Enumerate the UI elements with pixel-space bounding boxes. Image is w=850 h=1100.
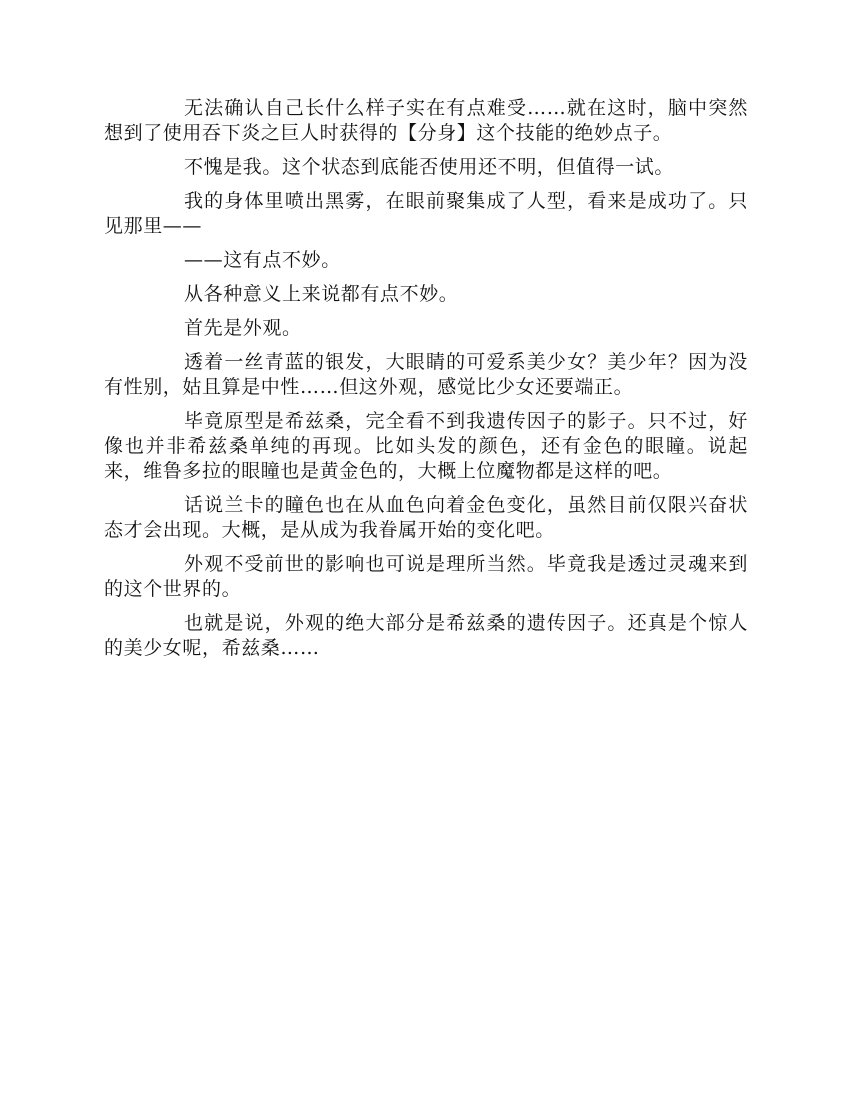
paragraph: 不愧是我。这个状态到底能否使用还不明，但值得一试。 (184, 156, 675, 178)
paragraph: 透着一丝青蓝的银发，大眼睛的可爱系美少女？美少年？因为没有性别，姑且算是中性……但这外观，感觉比少女还要端正。 (104, 351, 748, 398)
paragraph: 也就是说，外观的绝大部分是希兹桑的遗传因子。还真是个惊人的美少女呢，希兹桑…… (104, 612, 748, 659)
document-page (104, 96, 748, 670)
paragraph: 首先是外观。 (184, 317, 302, 339)
paragraph: 从各种意义上来说都有点不妙。 (184, 283, 459, 305)
paragraph: 我的身体里喷出黑雾，在眼前聚集成了人型，看来是成功了。只见那里—— (104, 190, 748, 237)
paragraph: 无法确认自己长什么样子实在有点难受……就在这时，脑中突然想到了使用吞下炎之巨人时获得的【分身】这个技能的绝妙点子。 (104, 97, 748, 144)
paragraph: 外观不受前世的影响也可说是理所当然。毕竟我是透过灵魂来到的这个世界的。 (104, 553, 748, 600)
paragraph: 话说兰卡的瞳色也在从血色向着金色变化，虽然目前仅限兴奋状态才会出现。大概，是从成为我眷属开始的变化吧。 (104, 494, 748, 541)
paragraph: ——这有点不妙。 (184, 249, 341, 271)
paragraph: 毕竟原型是希兹桑，完全看不到我遗传因子的影子。只不过，好像也并非希兹桑单纯的再现。比如头发的颜色，还有金色的眼瞳。说起来，维鲁多拉的眼瞳也是黄金色的，大概上位魔物都是这样的吧。 (104, 410, 748, 482)
